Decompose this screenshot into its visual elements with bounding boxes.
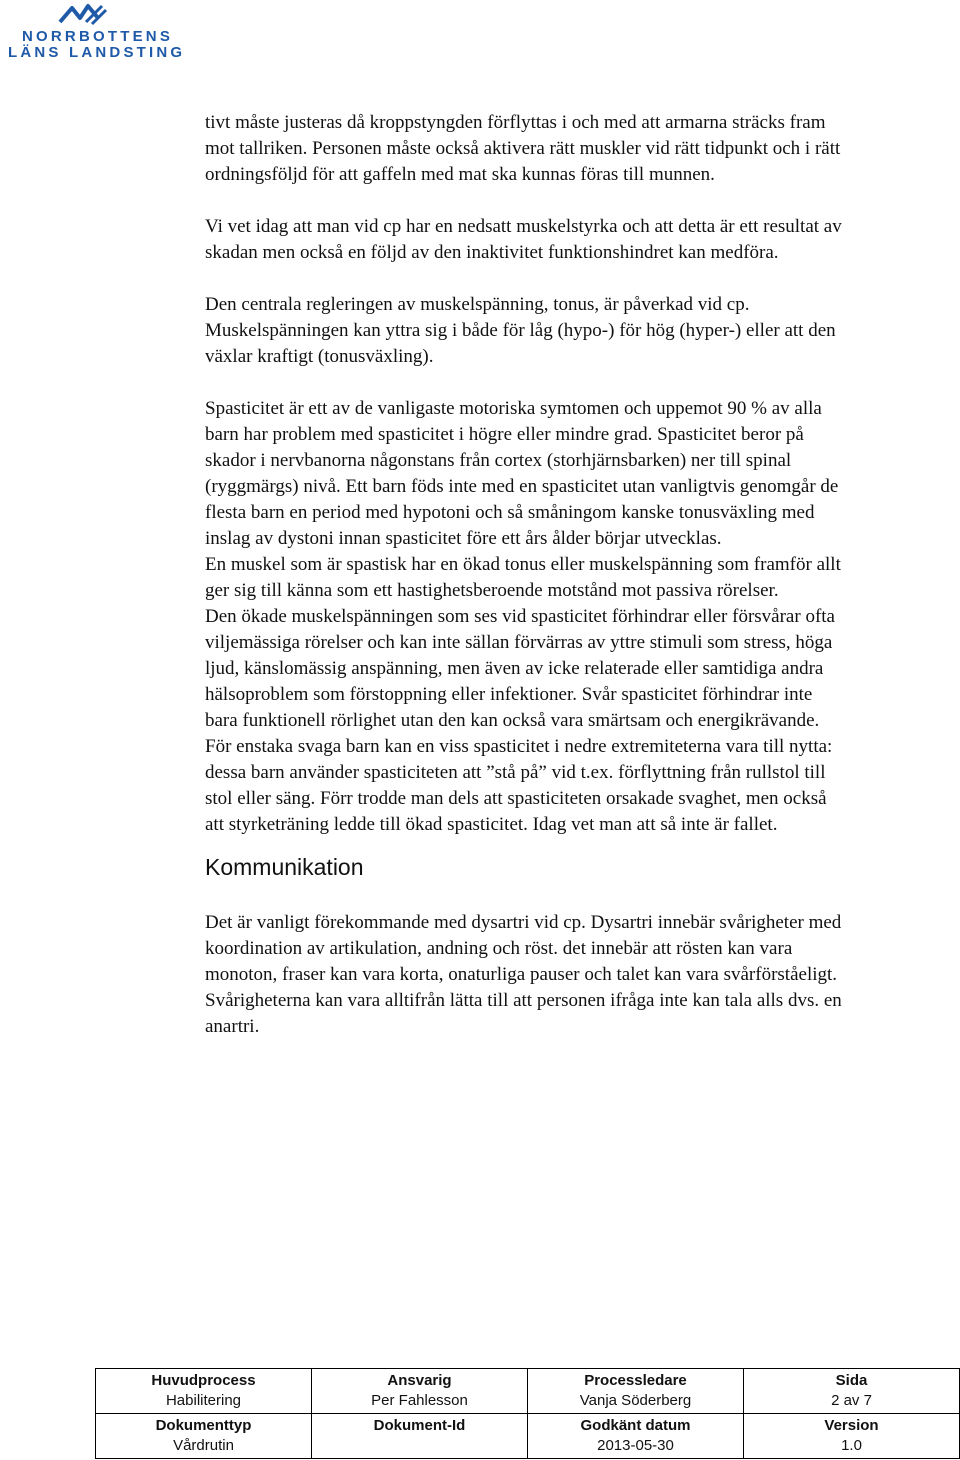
footer-value: Habilitering <box>165 1392 242 1409</box>
footer-cell-huvudprocess <box>96 1369 312 1414</box>
footer-value: 1.0 <box>841 1437 862 1454</box>
footer-value: Vårdrutin <box>173 1437 234 1454</box>
footer-value: Per Fahlesson <box>371 1392 468 1409</box>
section-heading: Kommunikation <box>205 854 364 880</box>
footer-cell-sida <box>744 1369 960 1414</box>
footer-label: Godkänt datum <box>580 1417 691 1434</box>
footer-label: Sida <box>835 1372 868 1389</box>
footer-label: Processledare <box>584 1372 687 1389</box>
paragraph-5: En muskel som är spastisk har en ökad tonus eller muskelspänning som framför allt ger sig till känna som ett hastighetsberoende motstånd mot passiva rörelser. <box>205 554 841 601</box>
document-body <box>205 110 845 1040</box>
footer-label: Version <box>824 1417 879 1434</box>
paragraph-4: Spasticitet är ett av de vanligaste motoriska symtomen och uppemot 90 % av alla barn har problem med spasticitet i högre eller mindre grad. Spasticitet beror på skador i nervbanorna någonstans från cortex (storhjärnsbarken) ner till spinal (ryggmärgs) nivå. Ett barn föds inte med en spasticitet utan vanligtvis genomgår de flesta barn en period med hypotoni och så småningom kanske tonusväxling med inslag av dystoni innan spasticitet före ett års ålder börjar utvecklas. <box>205 398 839 549</box>
organization-logo <box>0 0 186 64</box>
footer-cell-dokument-id <box>312 1414 528 1459</box>
logo-text-line2: LÄNS LANDSTING <box>8 44 186 61</box>
footer-cell-dokumenttyp <box>96 1414 312 1459</box>
footer-cell-version <box>744 1414 960 1459</box>
logo-mark-icon <box>58 2 108 26</box>
paragraph-1: tivt måste justeras då kroppstyngden förflyttas i och med att armarna sträcks fram mot tallriken. Personen måste också aktivera rätt muskler vid rätt tidpunkt och i rätt ordningsföljd för att gaffeln med mat ska kunnas föras till munnen. <box>205 112 841 185</box>
paragraph-7: För enstaka svaga barn kan en viss spasticitet i nedre extremiteterna vara till nytta: dessa barn använder spasticiteten att ”stå på” vid t.ex. förflyttning från rullstol till stol eller säng. Förr trodde man dels att spasticiteten orsakade svaghet, men också att styrketräning ledde till ökad spasticitet. Idag vet man att så inte är fallet. <box>205 736 833 835</box>
paragraph-3: Den centrala regleringen av muskelspänning, tonus, är påverkad vid cp. Muskelspänningen kan yttra sig i både för låg (hypo-) för hög (hyper-) eller att den växlar kraftigt (tonusväxling). <box>205 294 836 367</box>
footer-value <box>316 1436 523 1456</box>
paragraph-2: Vi vet idag att man vid cp har en nedsatt muskelstyrka och att detta är ett resultat av skadan men också en följd av den inaktivitet funktionshindret kan medföra. <box>205 216 842 263</box>
footer-label: Ansvarig <box>387 1372 452 1389</box>
paragraph-8: Det är vanligt förekommande med dysartri vid cp. Dysartri innebär svårigheter med koordination av artikulation, andning och röst. det innebär att rösten kan vara monoton, fraser kan vara korta, onaturliga pauser och talet kan vara svårförståeligt. Svårigheterna kan vara alltifrån lätta till att personen ifråga inte kan tala alls dvs. en anartri. <box>205 912 842 1037</box>
footer-cell-ansvarig <box>312 1369 528 1414</box>
footer-metadata-table <box>95 1368 960 1459</box>
footer-value: Vanja Söderberg <box>579 1392 692 1409</box>
footer-cell-godkant-datum <box>528 1414 744 1459</box>
footer-value: 2 av 7 <box>831 1392 872 1409</box>
footer-value: 2013-05-30 <box>597 1437 674 1454</box>
paragraph-6: Den ökade muskelspänningen som ses vid spasticitet förhindrar eller försvårar ofta viljemässiga rörelser och kan inte sällan förvärras av yttre stimuli som stress, höga ljud, känslomässig anspänning, men även av icke relaterade eller samtidiga andra hälsoproblem som förstoppning eller infektioner. Svår spasticitet förhindrar inte bara funktionell rörlighet utan den kan också vara smärtsam och energikrävande. <box>205 606 835 731</box>
logo-text-line1: NORRBOTTENS <box>22 28 174 45</box>
footer-label: Huvudprocess <box>151 1372 256 1389</box>
footer-cell-processledare <box>528 1369 744 1414</box>
footer-label: Dokumenttyp <box>155 1417 252 1434</box>
footer-label: Dokument-Id <box>373 1417 466 1434</box>
